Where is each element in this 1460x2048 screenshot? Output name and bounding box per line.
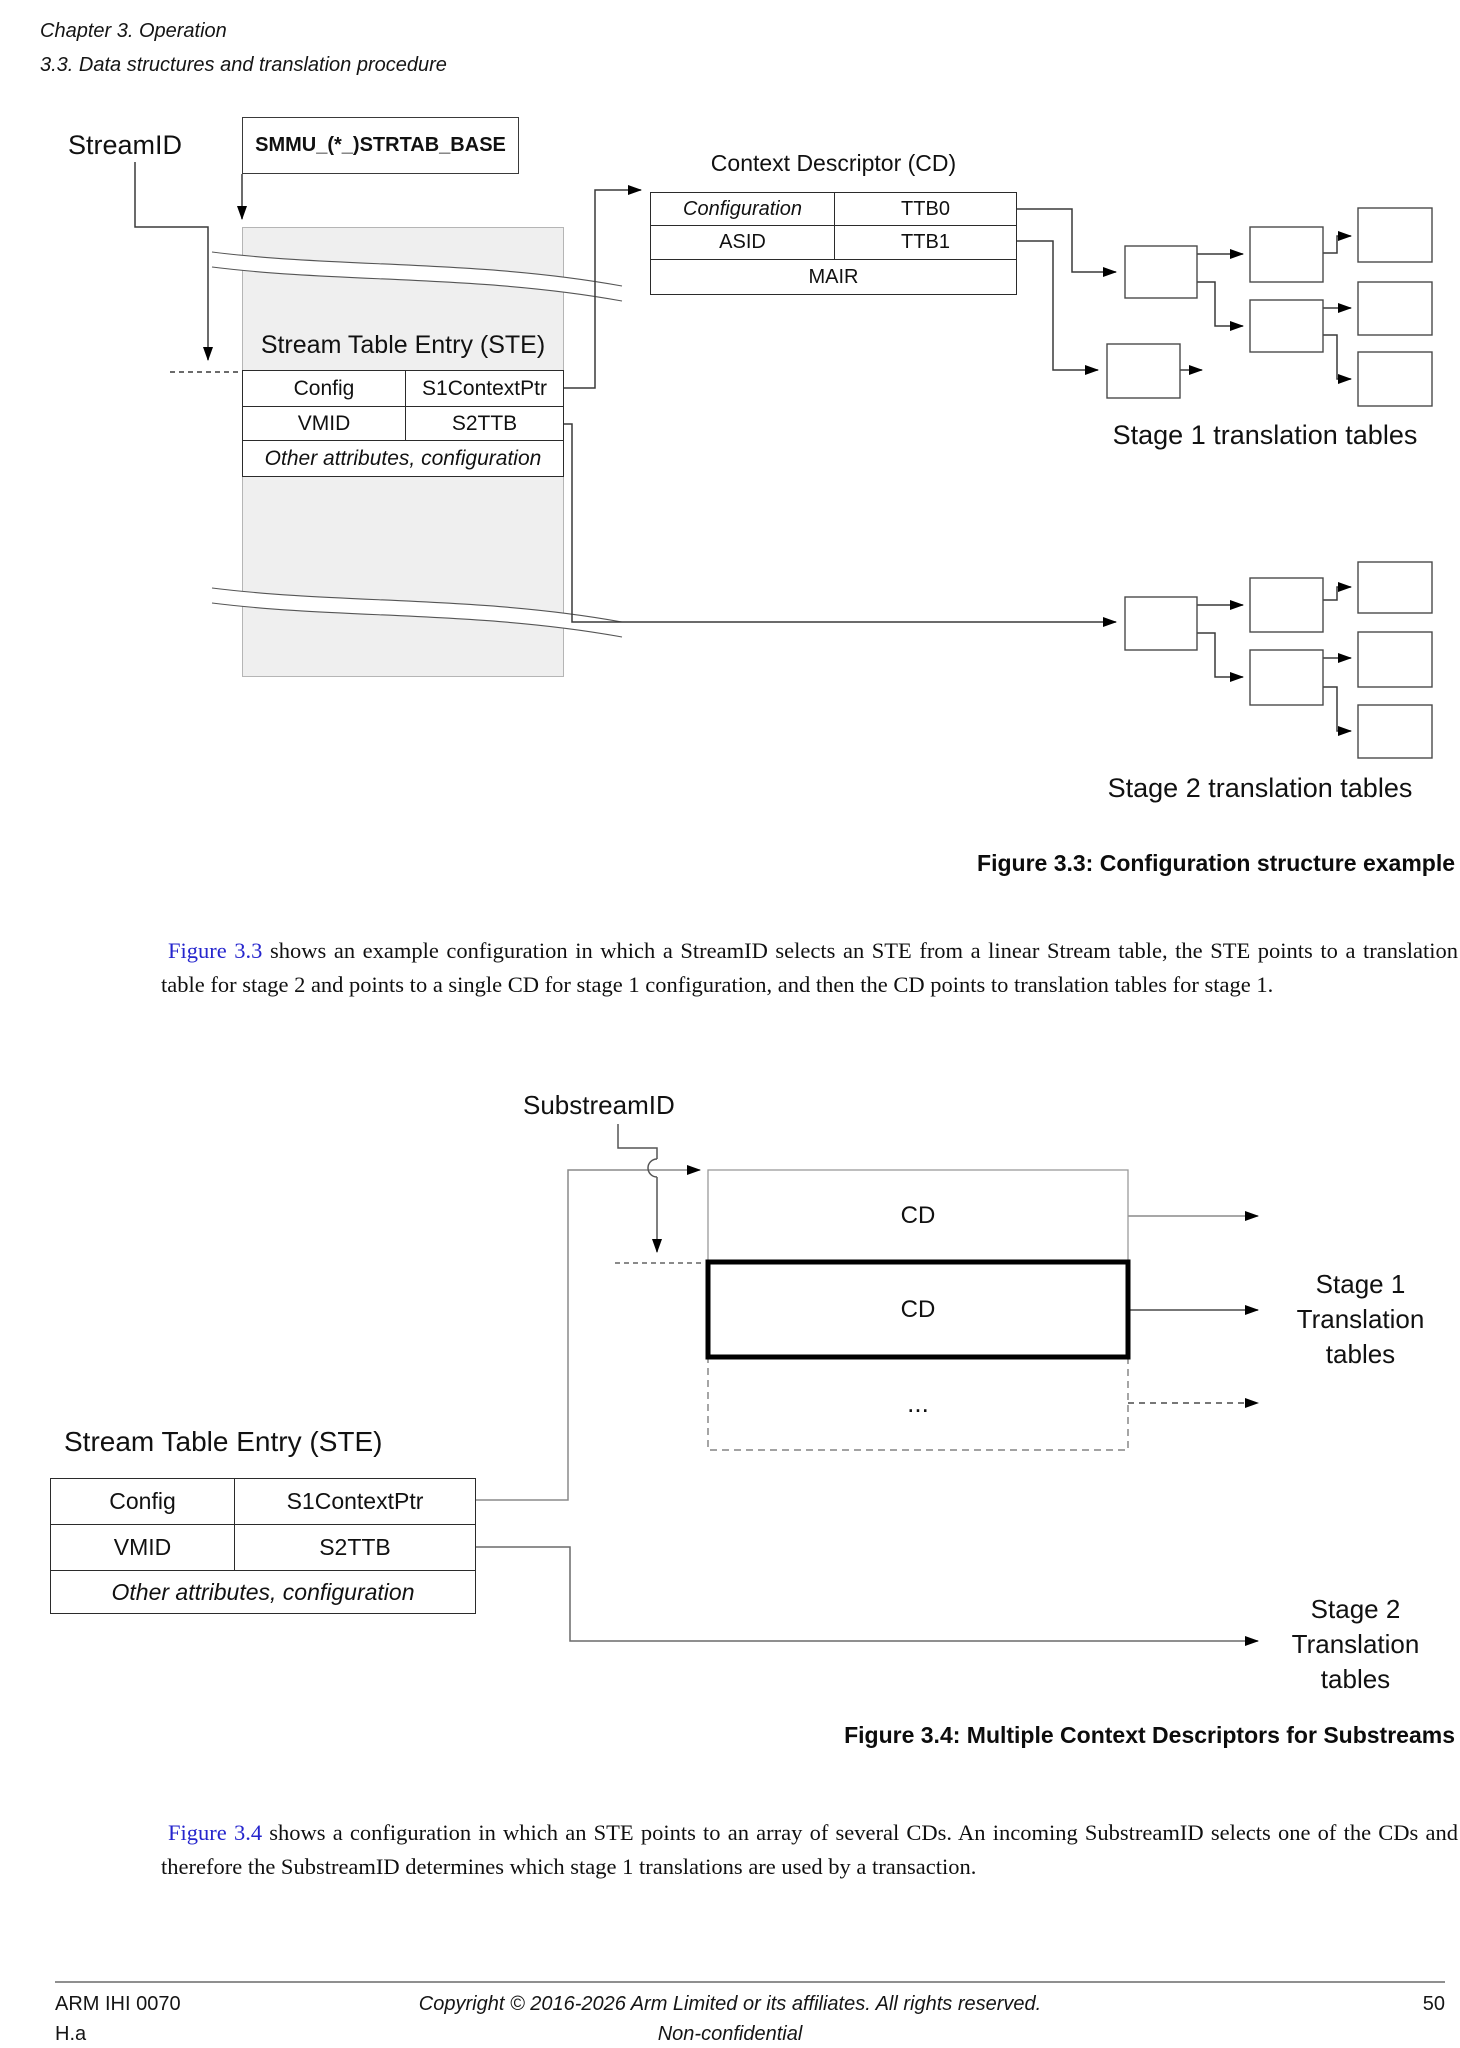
ste-config-cell: Config <box>293 376 355 400</box>
stage1-line3: tables <box>1325 1339 1396 1369</box>
paragraph-figure-3-4 <box>161 1816 1458 1884</box>
cd-row-2-label: CD <box>900 1295 936 1323</box>
ste34-vmid-cell: VMID <box>113 1534 172 1560</box>
stage1-translation-tree <box>1107 208 1432 406</box>
ste-s1contextptr-cell: S1ContextPtr <box>405 371 563 406</box>
footer-issue: H.a <box>55 2023 87 2045</box>
ste34-config-cell: Config <box>109 1488 176 1514</box>
cd-configuration-cell: Configuration <box>683 197 802 220</box>
stage1-line1: Stage 1 <box>1315 1269 1406 1299</box>
ste34-other-attributes-cell: Other attributes, configuration <box>111 1578 415 1605</box>
stage2-line1: Stage 2 <box>1310 1594 1401 1624</box>
stage2-translation-tables-label <box>1278 1592 1433 1697</box>
figure-3-4-link[interactable]: Figure 3.4 <box>168 1820 263 1845</box>
ste-vmid-cell: VMID <box>297 411 351 435</box>
cd-ttb1-cell: TTB1 <box>834 226 1016 259</box>
ste34-s1contextptr-cell: S1ContextPtr <box>234 1479 475 1524</box>
figure-3-3-caption: Figure 3.3: Configuration structure example <box>977 850 1455 876</box>
figure-3-3-link[interactable]: Figure 3.3 <box>168 938 263 963</box>
header-chapter: Chapter 3. Operation <box>40 20 227 42</box>
stage2-translation-tree <box>1125 562 1432 758</box>
figure-3-4-caption: Figure 3.4: Multiple Context Descriptors for Substreams <box>844 1722 1455 1748</box>
header-section: 3.3. Data structures and translation procedure <box>40 54 447 76</box>
ste-title-fig34: Stream Table Entry (STE) <box>64 1426 383 1457</box>
streamid-label: StreamID <box>68 130 183 160</box>
footer-doc-id: ARM IHI 0070 <box>55 1993 181 2015</box>
ste-table-fig33 <box>242 370 564 477</box>
paragraph-1-text: shows an example configuration in which a StreamID selects an STE from a linear Stream table, the STE points to a translation table for stage 2 and points to a single CD for stage 1 configuration, and then the CD points to translation tables for stage 1. <box>161 938 1458 997</box>
cd-row-ellipsis-label: ... <box>907 1388 929 1418</box>
cd-mair-cell: MAIR <box>808 265 859 288</box>
footer-page-number: 50 <box>1422 1993 1445 2015</box>
cd-row-1-label: CD <box>900 1202 936 1229</box>
paragraph-2-text: shows a configuration in which an STE points to an array of several CDs. An incoming SubstreamID selects one of the CDs and therefore the SubstreamID determines which stage 1 translations are used by a transaction. <box>161 1820 1458 1879</box>
stage1-line2: Translation <box>1296 1304 1425 1334</box>
strtab-base-register-box <box>242 117 519 174</box>
stage2-tables-label: Stage 2 translation tables <box>1107 773 1413 803</box>
cd-ttb0-cell: TTB0 <box>834 193 1016 225</box>
ste-s2ttb-cell: S2TTB <box>405 407 563 440</box>
cd-row-2-selected <box>708 1262 1128 1357</box>
stage1-tables-label: Stage 1 translation tables <box>1112 420 1418 450</box>
cd-row-1 <box>708 1170 1128 1262</box>
stage1-translation-tables-label <box>1283 1267 1438 1372</box>
ste-title-fig33: Stream Table Entry (STE) <box>260 331 546 359</box>
cd-table <box>650 192 1017 295</box>
ste-other-attributes-cell: Other attributes, configuration <box>264 446 542 470</box>
cd-title: Context Descriptor (CD) <box>710 150 957 176</box>
footer-rule <box>55 1981 1445 1983</box>
ste34-s2ttb-cell: S2TTB <box>234 1525 475 1570</box>
cd-asid-cell: ASID <box>719 231 766 253</box>
substreamid-label: SubstreamID <box>523 1090 675 1120</box>
stage2-line2: Translation <box>1291 1629 1420 1659</box>
footer-copyright: Copyright © 2016-2026 Arm Limited or its affiliates. All rights reserved. <box>418 1993 1042 2015</box>
cd-row-ellipsis <box>708 1357 1128 1450</box>
paragraph-figure-3-3 <box>161 934 1458 1002</box>
strtab-base-label: SMMU_(*_)STRTAB_BASE <box>255 134 506 156</box>
stage2-line3: tables <box>1320 1664 1391 1694</box>
footer-confidentiality: Non-confidential <box>657 2023 803 2045</box>
ste-table-fig34 <box>50 1478 476 1614</box>
